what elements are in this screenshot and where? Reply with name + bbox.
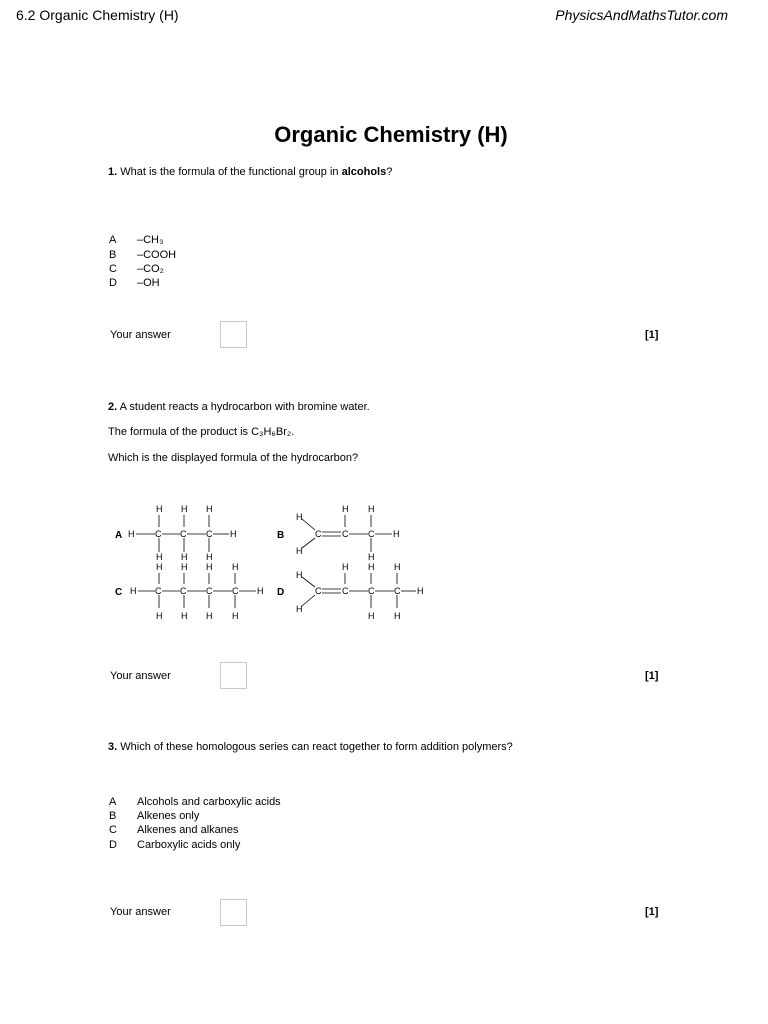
question-3-number: 3. — [108, 741, 118, 753]
atom-c: C — [342, 586, 349, 596]
atom-c: C — [394, 586, 401, 596]
q1-option-letter: B — [109, 249, 117, 261]
q3-option-letter: D — [109, 839, 117, 851]
structure-b — [296, 504, 400, 562]
question-1-text-end: ? — [386, 166, 393, 178]
atom-h: H — [393, 529, 400, 539]
atom-h: H — [394, 562, 401, 572]
q3-option-letter: B — [109, 810, 117, 822]
atom-c: C — [155, 586, 162, 596]
displayed-formulae — [100, 496, 440, 626]
atom-h: H — [181, 552, 188, 562]
question-2-number: 2. — [108, 401, 118, 413]
atom-h: H — [368, 552, 375, 562]
atom-c: C — [232, 586, 239, 596]
atom-h: H — [156, 562, 163, 572]
atom-c: C — [206, 529, 213, 539]
atom-h: H — [394, 611, 401, 621]
question-3-text: Which of these homologous series can react together to form addition polymers? — [120, 741, 513, 753]
atom-h: H — [257, 586, 264, 596]
atom-h: H — [156, 504, 163, 514]
atom-h: H — [417, 586, 424, 596]
atom-h: H — [296, 512, 303, 522]
atom-c: C — [155, 529, 162, 539]
atom-h: H — [230, 529, 237, 539]
q3-option-text: Alcohols and carboxylic acids — [137, 796, 281, 808]
atom-h: H — [342, 504, 349, 514]
structure-d — [296, 562, 424, 621]
atom-h: H — [130, 586, 137, 596]
atom-h: H — [232, 562, 239, 572]
q2-option-letter-c: C — [115, 587, 123, 598]
q1-answer-label: Your answer — [110, 329, 171, 341]
q1-option-text: –CH₃ — [137, 234, 164, 246]
atom-h: H — [368, 611, 375, 621]
header-right: PhysicsAndMathsTutor.com — [555, 7, 728, 23]
atom-h: H — [156, 611, 163, 621]
q2-marks: [1] — [645, 670, 659, 682]
q1-option-letter: A — [109, 234, 117, 246]
question-2-line3: Which is the displayed formula of the hydrocarbon? — [108, 452, 359, 464]
question-1-bold: alcohols — [341, 166, 387, 178]
q2-answer-label: Your answer — [110, 670, 171, 682]
q2-option-letter-a: A — [115, 530, 123, 541]
q3-option-letter: C — [109, 824, 117, 836]
question-1 — [108, 166, 392, 178]
atom-h: H — [181, 562, 188, 572]
atom-h: H — [206, 504, 213, 514]
q3-answer-box[interactable] — [220, 899, 247, 926]
q1-option-letter: C — [109, 263, 117, 275]
q3-marks: [1] — [645, 906, 659, 918]
atom-h: H — [296, 570, 303, 580]
atom-c: C — [206, 586, 213, 596]
structure-a — [128, 504, 237, 562]
q3-option-text: Alkenes and alkanes — [137, 824, 239, 836]
atom-h: H — [368, 504, 375, 514]
atom-h: H — [128, 529, 135, 539]
atom-h: H — [206, 562, 213, 572]
q3-option-letter: A — [109, 796, 117, 808]
question-1-number: 1. — [108, 166, 118, 178]
atom-h: H — [368, 562, 375, 572]
q1-option-text: –OH — [137, 277, 160, 289]
page-title: Organic Chemistry (H) — [274, 122, 508, 147]
q1-option-letter: D — [109, 277, 117, 289]
question-1-text: What is the formula of the functional group in — [120, 166, 342, 178]
atom-c: C — [368, 529, 375, 539]
atom-c: C — [180, 586, 187, 596]
atom-h: H — [206, 552, 213, 562]
question-2 — [108, 401, 370, 413]
atom-c: C — [180, 529, 187, 539]
atom-h: H — [296, 604, 303, 614]
question-2-line2: The formula of the product is C₃H₆Br₂. — [108, 426, 295, 438]
q1-option-text: –COOH — [137, 249, 177, 261]
question-3 — [108, 741, 513, 753]
question-2-text: A student reacts a hydrocarbon with bromine water. — [119, 401, 370, 413]
q2-option-letter-d: D — [277, 587, 285, 598]
atom-h: H — [296, 546, 303, 556]
q1-answer-box[interactable] — [220, 321, 247, 348]
header-left: 6.2 Organic Chemistry (H) — [16, 7, 179, 23]
q2-answer-box[interactable] — [220, 662, 247, 689]
q3-option-text: Carboxylic acids only — [137, 839, 241, 851]
atom-c: C — [315, 529, 322, 539]
q2-option-letter-b: B — [277, 530, 285, 541]
atom-h: H — [156, 552, 163, 562]
q3-option-text: Alkenes only — [137, 810, 200, 822]
q1-option-text: –CO₂ — [137, 263, 164, 275]
atom-h: H — [342, 562, 349, 572]
atom-h: H — [206, 611, 213, 621]
atom-c: C — [368, 586, 375, 596]
q3-answer-label: Your answer — [110, 906, 171, 918]
structure-c — [130, 562, 264, 621]
atom-c: C — [342, 529, 349, 539]
atom-h: H — [232, 611, 239, 621]
q1-marks: [1] — [645, 329, 659, 341]
atom-c: C — [315, 586, 322, 596]
atom-h: H — [181, 504, 188, 514]
atom-h: H — [181, 611, 188, 621]
